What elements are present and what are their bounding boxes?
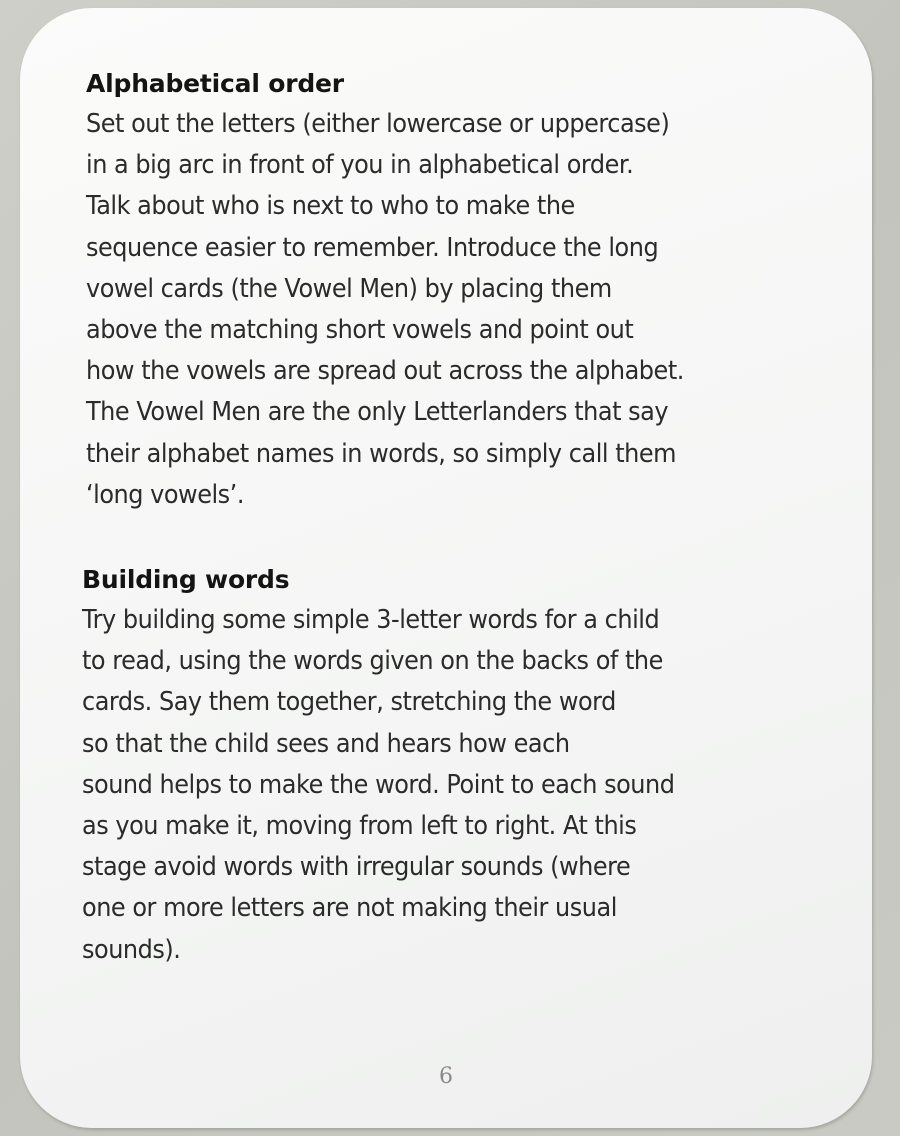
text-line: as you make it, moving from left to right. At this [82,811,637,842]
text-line: Try building some simple 3-letter words for a child [82,605,660,635]
text-line: above the matching short vowels and point out [86,315,634,346]
section-building-words [82,564,822,971]
section-alphabetical-order [86,68,826,516]
text-line: Talk about who is next to who to make the [86,191,575,222]
section-heading: Building words [82,565,290,594]
text-line: vowel cards (the Vowel Men) by placing them [86,273,612,304]
text-line: ‘long vowels’. [86,479,244,510]
text-line: sequence easier to remember. Introduce the long [86,232,659,263]
text-line: sounds). [82,934,181,965]
instruction-card [20,8,872,1128]
text-line: The Vowel Men are the only Letterlanders that say [86,397,669,428]
text-line: how the vowels are spread out across the alphabet. [86,356,684,387]
text-line: one or more letters are not making their usual [82,893,617,924]
page-number: 6 [439,1064,453,1089]
text-line: Set out the letters (either lowercase or uppercase) [86,109,670,139]
text-line: sound helps to make the word. Point to each sound [82,769,675,800]
text-line: their alphabet names in words, so simply call them [86,438,677,469]
text-line: in a big arc in front of you in alphabetical order. [86,150,634,181]
text-line: cards. Say them together, stretching the word [82,687,616,718]
text-line: stage avoid words with irregular sounds (where [82,852,631,883]
section-heading: Alphabetical order [86,69,344,98]
text-line: so that the child sees and hears how each [82,728,570,759]
text-line: to read, using the words given on the backs of the [82,646,663,677]
